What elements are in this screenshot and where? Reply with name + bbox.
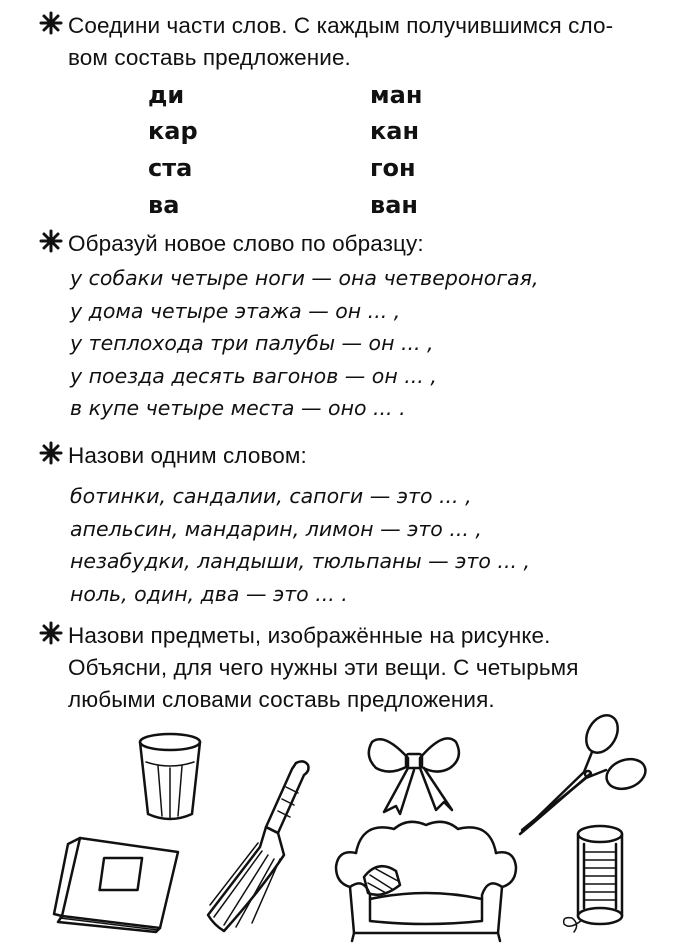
asterisk-icon: [38, 228, 64, 254]
asterisk-icon: [38, 10, 64, 36]
exercise-2: [38, 228, 672, 425]
bow-icon[interactable]: [364, 728, 464, 818]
syllable-right[interactable]: кан: [370, 117, 420, 145]
task-line: у теплохода три палубы — он ... ,: [70, 331, 434, 355]
asterisk-icon: [38, 440, 64, 466]
exercise-3-instruction: Назови одним словом:: [68, 443, 307, 468]
syllable-left[interactable]: ста: [148, 154, 193, 182]
broom-icon[interactable]: [200, 755, 330, 935]
task-line: в купе четыре места — оно ... .: [70, 396, 406, 420]
syllable-right[interactable]: ван: [370, 191, 418, 219]
syllable-right[interactable]: гон: [370, 154, 416, 182]
exercise-2-instruction: Образуй новое слово по образцу:: [68, 231, 424, 256]
exercise-4-instruction: [68, 620, 672, 716]
exercise-4: [38, 620, 672, 716]
syllable-right[interactable]: ман: [370, 81, 423, 109]
task-line: у дома четыре этажа — он ... ,: [70, 298, 401, 323]
thread-spool-icon[interactable]: [560, 820, 640, 940]
task-line: апельсин, мандарин, лимон — это ... ,: [70, 516, 482, 541]
book-icon[interactable]: [50, 830, 185, 935]
exercise-3-lines: [70, 480, 672, 610]
exercise-2-lines: [70, 262, 672, 425]
task-line: незабудки, ландыши, тюльпаны — это ... ,: [70, 549, 531, 573]
syllable-left[interactable]: кар: [148, 117, 198, 145]
instruction-line: Назови предметы, изображённые на рисунке.: [68, 623, 551, 648]
exercise-1-instruction: [68, 10, 672, 74]
exercise-1: [38, 10, 672, 74]
asterisk-icon: [38, 620, 64, 646]
task-line: ботинки, сандалии, сапоги — это ... ,: [70, 484, 472, 508]
instruction-line: любыми словами составь предложения.: [68, 687, 495, 712]
exercise-3: [38, 440, 672, 610]
syllable-left[interactable]: ва: [148, 191, 180, 219]
instruction-line: вом составь предложение.: [68, 45, 351, 70]
example-line: у собаки четыре ноги — она четвероногая,: [70, 266, 539, 290]
task-line: у поезда десять вагонов — он ... ,: [70, 363, 437, 388]
instruction-line: Соедини части слов. С каждым получившимся сло-: [68, 13, 614, 38]
syllable-left[interactable]: ди: [148, 81, 185, 109]
armchair-icon[interactable]: [330, 815, 520, 945]
instruction-line: Объясни, для чего нужны эти вещи. С четырьмя: [68, 655, 579, 680]
task-line: ноль, один, два — это ... .: [70, 581, 348, 606]
